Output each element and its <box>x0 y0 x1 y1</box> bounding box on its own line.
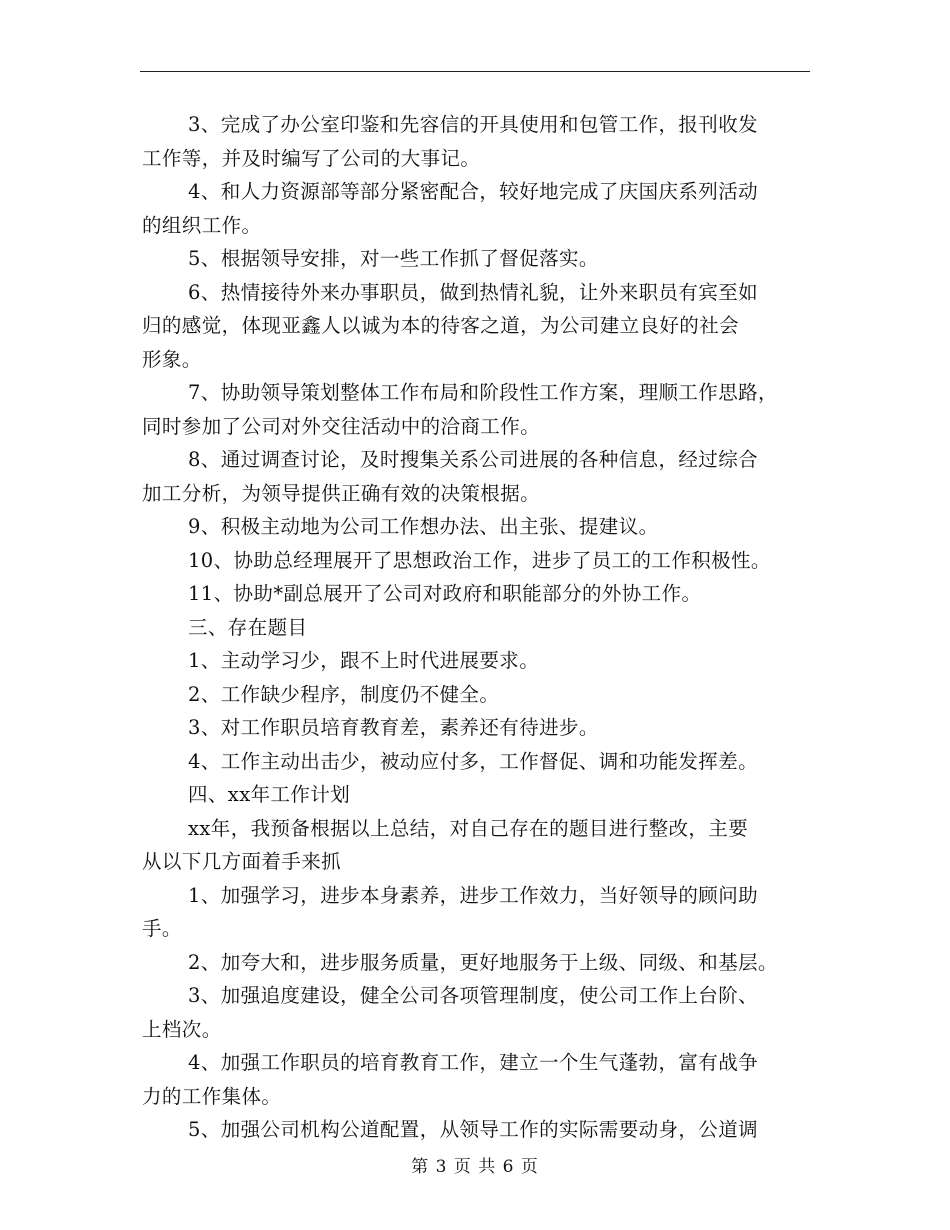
text-line: 3、对工作职员培育教育差，素养还有待进步。 <box>188 716 599 739</box>
text-line: 2、加夸大和，进步服务质量，更好地服务于上级、同级、和基层。 <box>188 950 778 974</box>
text-line: 形象。 <box>142 347 202 371</box>
text-line: 归的感觉，体现亚鑫人以诚为本的待客之道，为公司建立良好的社会 <box>142 314 740 337</box>
text-line: 手。 <box>142 917 182 940</box>
text-line: 11、协助*副总展开了公司对政府和职能部分的外协工作。 <box>188 582 702 605</box>
text-line: 3、完成了办公室印鉴和先容信的开具使用和包管工作，报刊收发 <box>188 113 759 136</box>
text-line: 4、工作主动出击少，被动应付多，工作督促、调和功能发挥差。 <box>188 749 759 773</box>
text-line: 5、加强公司机构公道配置，从领导工作的实际需要动身，公道调 <box>188 1118 759 1141</box>
text-line: 从以下几方面着手来抓 <box>142 850 342 873</box>
text-line: 2、工作缺少程序，制度仍不健全。 <box>188 682 500 706</box>
text-line: 的组织工作。 <box>142 213 262 237</box>
text-line: 10、协助总经理展开了思想政治工作，进步了员工的工作积极性。 <box>188 548 771 572</box>
text-line: 9、积极主动地为公司工作想办法、出主张、提建议。 <box>188 515 659 538</box>
text-line: 4、加强工作职员的培育教育工作，建立一个生气蓬勃，富有战争 <box>188 1051 759 1074</box>
text-line: 同时参加了公司对外交往活动中的洽商工作。 <box>142 414 541 438</box>
text-line: 8、通过调查讨论，及时搜集关系公司进展的各种信息，经过综合 <box>188 448 759 471</box>
text-line: xx年，我预备根据以上总结，对自己存在的题目进行整改，主要 <box>188 816 749 840</box>
document-body <box>142 108 812 1147</box>
text-line: 工作等，并及时编写了公司的大事记。 <box>142 146 481 170</box>
text-line: 5、根据领导安排，对一些工作抓了督促落实。 <box>188 247 599 270</box>
section-heading: 三、存在题目 <box>188 615 308 639</box>
text-line: 6、热情接待外来办事职员，做到热情礼貌，让外来职员有宾至如 <box>188 280 759 304</box>
text-line: 4、和人力资源部等部分紧密配合，较好地完成了庆国庆系列活动 <box>188 180 759 203</box>
text-line: 1、加强学习，进步本身素养，进步工作效力，当好领导的顾问助 <box>188 883 759 907</box>
header-rule <box>140 71 810 72</box>
text-line: 1、主动学习少，跟不上时代进展要求。 <box>188 649 540 672</box>
text-line: 加工分析，为领导提供正确有效的决策根据。 <box>142 481 541 505</box>
text-line: 力的工作集体。 <box>142 1084 282 1108</box>
section-heading: 四、xx年工作计划 <box>188 783 351 806</box>
page-number: 第 3 页 共 6 页 <box>411 1157 539 1177</box>
text-line: 7、协助领导策划整体工作布局和阶段性工作方案，理顺工作思路， <box>188 381 778 404</box>
text-line: 3、加强追度建设，健全公司各项管理制度，使公司工作上台阶、 <box>188 984 759 1007</box>
text-line: 上档次。 <box>142 1017 222 1041</box>
